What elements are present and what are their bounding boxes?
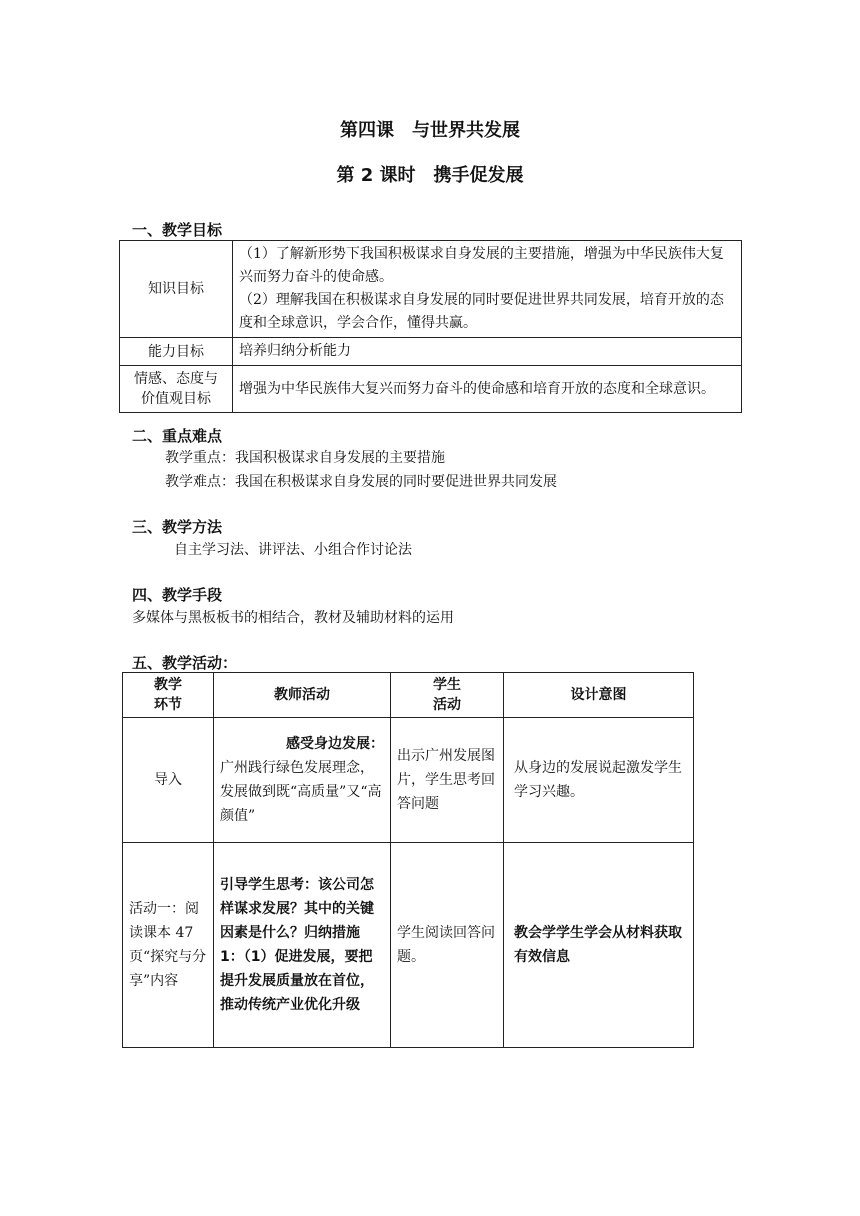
header-intent: 设计意图 bbox=[504, 673, 694, 718]
header-line: 活动 bbox=[433, 697, 461, 713]
objective-content bbox=[233, 241, 742, 338]
objective-label: 能力目标 bbox=[120, 338, 233, 366]
teacher-cell: 引导学生思考：该公司怎样谋求发展？其中的关键因素是什么？归纳措施 1：（1）促进发展，要把提升发展质量放在首位，推动传统产业优化升级 bbox=[214, 843, 391, 1048]
objective-content: 增强为中华民族伟大复兴而努力奋斗的使命感和培育开放的态度和全球意识。 bbox=[233, 366, 742, 413]
method-text: 自主学习法、讲评法、小组合作讨论法 bbox=[174, 542, 412, 558]
objective-label bbox=[120, 366, 233, 413]
difficult-point: 教学难点：我国在积极谋求自身发展的同时要促进世界共同发展 bbox=[165, 474, 557, 490]
stage-cell: 活动一：阅读课本 47 页“探究与分享”内容 bbox=[123, 843, 214, 1048]
table-row bbox=[120, 338, 742, 366]
objective-content: 培养归纳分析能力 bbox=[233, 338, 742, 366]
teacher-heading: 感受身边发展： bbox=[286, 736, 384, 752]
means-text: 多媒体与黑板板书的相结合，教材及辅助材料的运用 bbox=[132, 610, 454, 626]
table-row bbox=[120, 366, 742, 413]
objective-line: （1）了解新形势下我国积极谋求自身发展的主要措施，增强为中华民族伟大复兴而努力奋斗的使命感。 bbox=[239, 246, 724, 285]
activity-table bbox=[122, 672, 694, 1048]
intent-cell: 从身边的发展说起激发学生学习兴趣。 bbox=[504, 718, 694, 843]
intent-cell: 教会学学生学会从材料获取有效信息 bbox=[504, 843, 694, 1048]
table-header-row bbox=[123, 673, 694, 718]
section-method-heading: 三、教学方法 bbox=[132, 518, 223, 536]
section-means-heading: 四、教学手段 bbox=[132, 586, 223, 604]
header-line: 教学 bbox=[154, 677, 182, 693]
section-activity-heading: 五、教学活动： bbox=[132, 654, 238, 672]
objectives-table bbox=[119, 240, 742, 413]
teacher-cell bbox=[214, 718, 391, 843]
student-cell: 学生阅读回答问题。 bbox=[391, 843, 504, 1048]
lesson-subtitle: 第 2 课时 携手促发展 bbox=[336, 165, 524, 186]
header-line: 学生 bbox=[433, 677, 461, 693]
stage-cell: 导入 bbox=[123, 718, 214, 843]
student-cell: 出示广州发展图片，学生思考回答问题 bbox=[391, 718, 504, 843]
header-teacher: 教师活动 bbox=[214, 673, 391, 718]
header-line: 环节 bbox=[154, 697, 182, 713]
section-key-heading: 二、重点难点 bbox=[132, 427, 223, 445]
key-point: 教学重点：我国积极谋求自身发展的主要措施 bbox=[165, 450, 445, 466]
teacher-text: 广州践行绿色发展理念，发展做到既“高质量”又“高颜值” bbox=[220, 760, 382, 824]
objective-line: （2）理解我国在积极谋求自身发展的同时要促进世界共同发展，培育开放的态度和全球意识，学会合作，懂得共赢。 bbox=[239, 292, 724, 331]
table-row bbox=[120, 241, 742, 338]
objective-label-line: 情感、态度与 bbox=[134, 371, 218, 387]
table-row bbox=[123, 843, 694, 1048]
header-student bbox=[391, 673, 504, 718]
section-objectives-heading: 一、教学目标 bbox=[132, 221, 223, 239]
objective-label-line: 价值观目标 bbox=[141, 391, 211, 407]
table-row bbox=[123, 718, 694, 843]
lesson-title: 第四课 与世界共发展 bbox=[340, 120, 520, 141]
header-stage bbox=[123, 673, 214, 718]
objective-label: 知识目标 bbox=[120, 241, 233, 338]
